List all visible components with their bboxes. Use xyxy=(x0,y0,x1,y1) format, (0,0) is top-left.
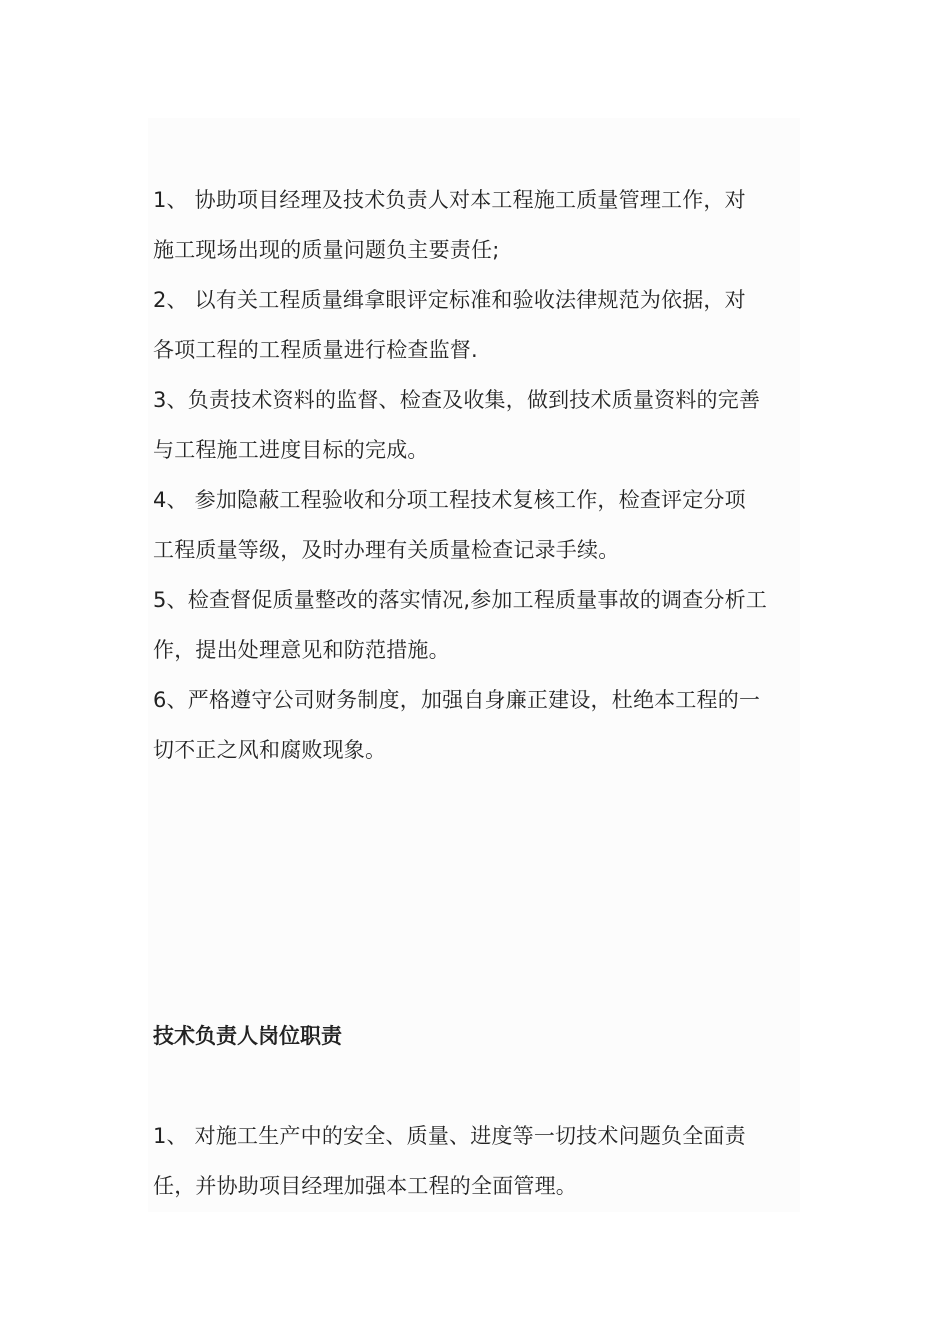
text-line: 4、 参加隐蔽工程验收和分项工程技术复核工作，检查评定分项 xyxy=(153,488,746,512)
quality-duties-list xyxy=(153,175,798,775)
text-line: 1、 协助项目经理及技术负责人对本工程施工质量管理工作，对 xyxy=(153,188,746,212)
text-line: 任，并协助项目经理加强本工程的全面管理。 xyxy=(153,1174,577,1198)
text-line: 6、严格遵守公司财务制度，加强自身廉正建设，杜绝本工程的一 xyxy=(153,688,761,712)
text-line: 3、负责技术资料的监督、检查及收集，做到技术质量资料的完善 xyxy=(153,388,761,412)
text-line: 工程质量等级，及时办理有关质量检查记录手续。 xyxy=(153,538,620,562)
technical-duties-list xyxy=(153,1111,798,1211)
text-line: 与工程施工进度目标的完成。 xyxy=(153,438,429,462)
text-line: 施工现场出现的质量问题负主要责任; xyxy=(153,238,500,262)
text-line: 各项工程的工程质量进行检查监督. xyxy=(153,338,478,362)
text-line: 1、 对施工生产中的安全、质量、进度等一切技术问题负全面责 xyxy=(153,1124,746,1148)
section-heading: 技术负责人岗位职责 xyxy=(153,1024,342,1048)
text-line: 作，提出处理意见和防范措施。 xyxy=(153,638,450,662)
text-line: 2、 以有关工程质量缉拿眼评定标准和验收法律规范为依据，对 xyxy=(153,288,746,312)
text-line: 5、检查督促质量整改的落实情况,参加工程质量事故的调查分析工 xyxy=(153,588,768,612)
text-line: 切不正之风和腐败现象。 xyxy=(153,738,387,762)
